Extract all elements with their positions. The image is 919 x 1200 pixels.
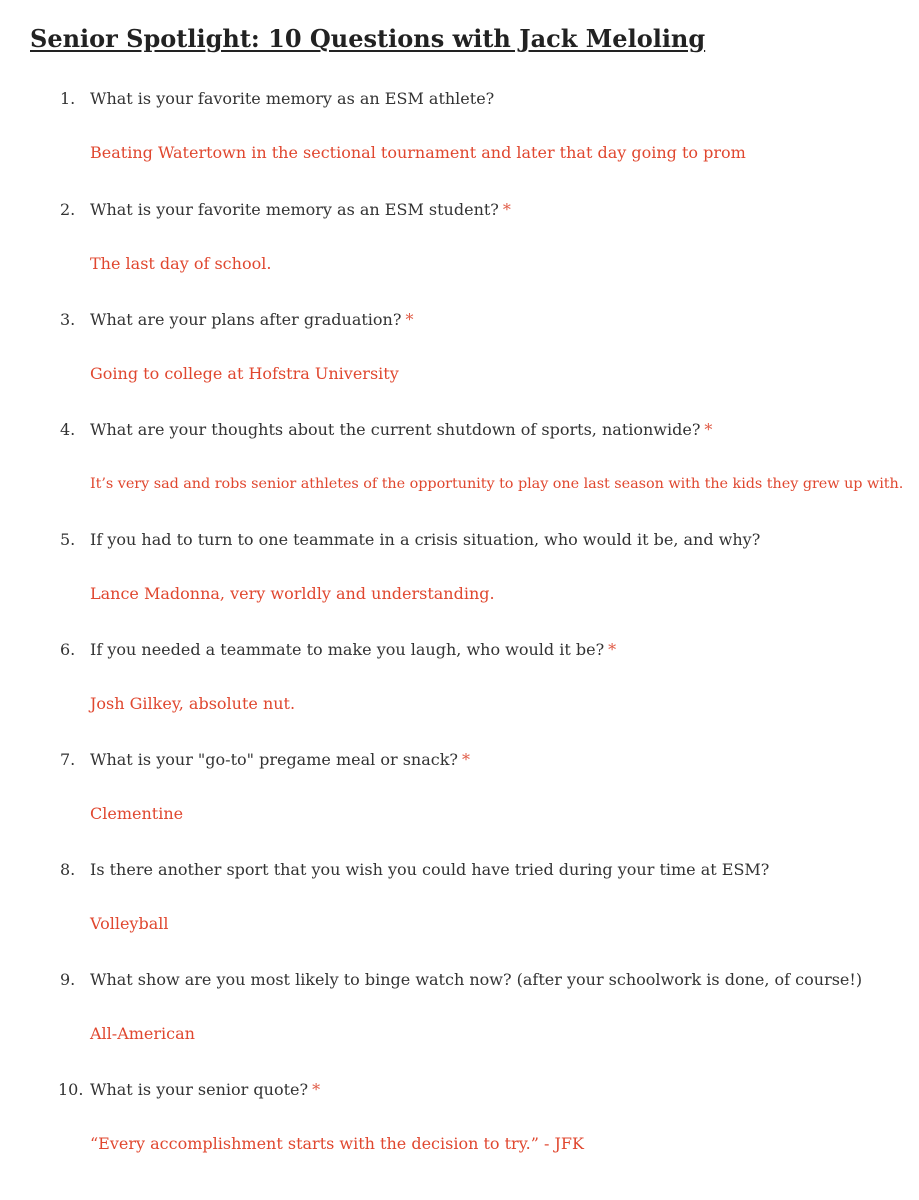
required-marker: * xyxy=(405,310,414,329)
question-text xyxy=(90,89,498,109)
question-text xyxy=(90,1080,320,1100)
question-number: 3. xyxy=(60,310,76,329)
question-label: If you had to turn to one teammate in a crisis situation, who would it be, and why? xyxy=(90,530,761,549)
required-marker: * xyxy=(312,1080,321,1099)
question-text xyxy=(90,420,712,440)
question-text xyxy=(90,750,470,770)
required-marker: * xyxy=(608,640,617,659)
question-number: 7. xyxy=(60,750,76,769)
question-text xyxy=(90,640,616,660)
question-number: 2. xyxy=(60,200,76,219)
answer-text: Clementine xyxy=(90,804,184,823)
qa-item-2 xyxy=(0,200,919,290)
question-label: What are your thoughts about the current shutdown of sports, nationwide? xyxy=(90,420,701,439)
qa-item-8 xyxy=(0,860,919,950)
question-number: 4. xyxy=(60,420,76,439)
question-text xyxy=(90,200,511,220)
question-text xyxy=(90,970,866,990)
required-marker: * xyxy=(461,750,470,769)
qa-item-1 xyxy=(0,89,919,179)
question-label: What is your favorite memory as an ESM athlete? xyxy=(90,89,495,108)
question-number: 1. xyxy=(60,89,76,108)
question-label: Is there another sport that you wish you could have tried during your time at ESM? xyxy=(90,860,770,879)
question-number: 10. xyxy=(58,1080,84,1099)
question-text xyxy=(90,860,773,880)
question-number: 8. xyxy=(60,860,76,879)
answer-text: It’s very sad and robs senior athletes of the opportunity to play one last season with the kids they grew up with. xyxy=(90,476,904,492)
question-number: 9. xyxy=(60,970,76,989)
answer-text: Going to college at Hofstra University xyxy=(90,364,399,383)
qa-item-9 xyxy=(0,970,919,1060)
answer-text: Volleyball xyxy=(90,914,169,933)
answer-text: Josh Gilkey, absolute nut. xyxy=(90,694,296,713)
answer-text: Beating Watertown in the sectional tournament and later that day going to prom xyxy=(90,143,746,162)
question-number: 5. xyxy=(60,530,76,549)
page-title: Senior Spotlight: 10 Questions with Jack Meloling xyxy=(30,24,706,53)
answer-text: Lance Madonna, very worldly and understanding. xyxy=(90,584,495,603)
question-number: 6. xyxy=(60,640,76,659)
qa-item-7 xyxy=(0,750,919,840)
qa-item-6 xyxy=(0,640,919,730)
required-marker: * xyxy=(502,200,511,219)
qa-item-3 xyxy=(0,310,919,400)
question-label: What are your plans after graduation? xyxy=(90,310,402,329)
qa-item-10 xyxy=(0,1080,919,1170)
answer-text: The last day of school. xyxy=(90,254,272,273)
question-label: What is your senior quote? xyxy=(90,1080,309,1099)
question-label: What show are you most likely to binge watch now? (after your schoolwork is done, of course!) xyxy=(90,970,863,989)
answer-text: “Every accomplishment starts with the decision to try.” - JFK xyxy=(90,1134,584,1153)
answer-text: All-American xyxy=(90,1024,195,1043)
question-label: If you needed a teammate to make you laugh, who would it be? xyxy=(90,640,605,659)
question-text xyxy=(90,310,413,330)
required-marker: * xyxy=(704,420,713,439)
qa-item-5 xyxy=(0,530,919,620)
question-label: What is your "go-to" pregame meal or snack? xyxy=(90,750,458,769)
question-label: What is your favorite memory as an ESM student? xyxy=(90,200,499,219)
question-text xyxy=(90,530,764,550)
qa-item-4 xyxy=(0,420,919,510)
